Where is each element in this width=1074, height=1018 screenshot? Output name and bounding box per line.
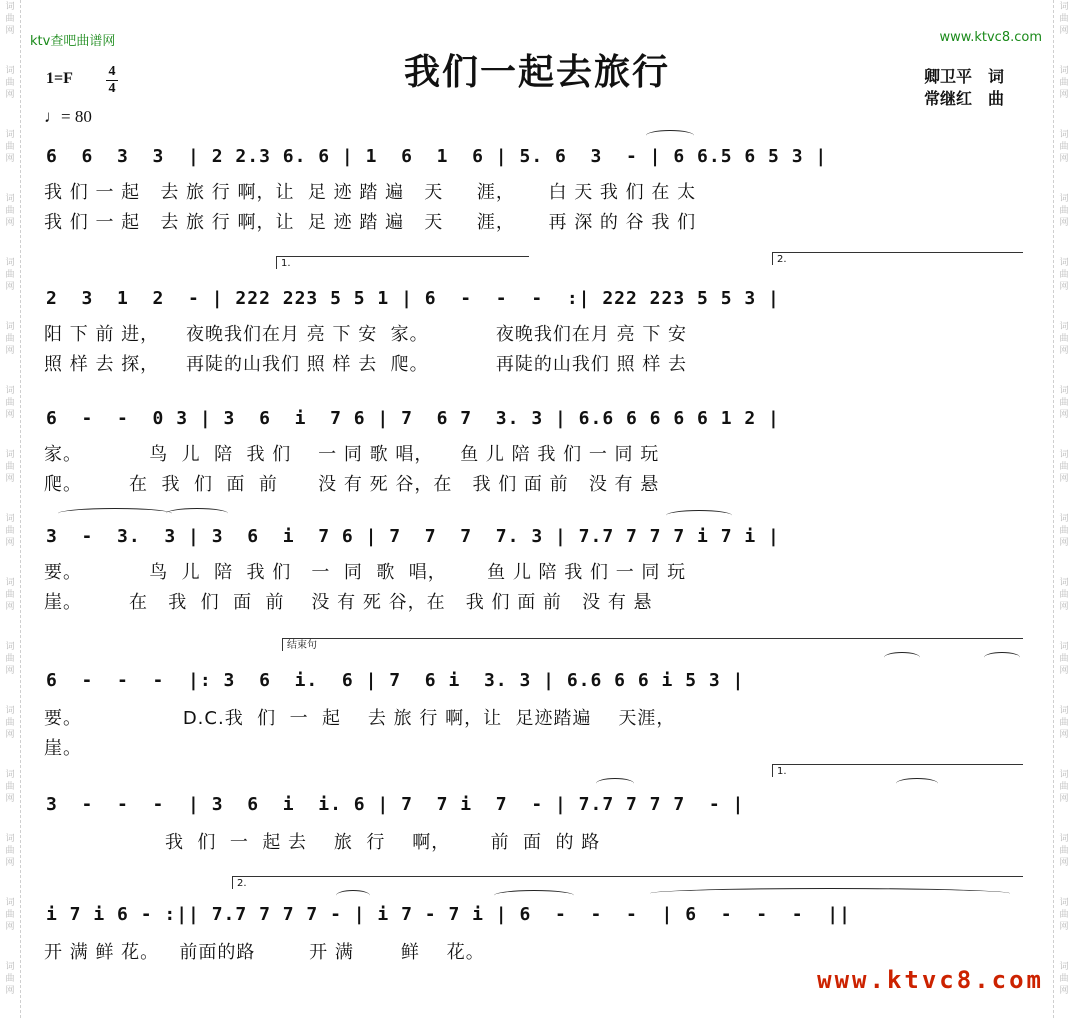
tie-mark [896,778,938,789]
side-watermark-glyph: 网 [5,218,15,228]
side-watermark-glyph: 曲 [5,654,15,664]
side-watermark-glyph: 词 [5,322,15,332]
side-watermark-glyph: 网 [1059,474,1069,484]
side-watermark-glyph: 词 [1059,706,1069,716]
side-watermark-glyph: 曲 [1059,526,1069,536]
lyrics-line-1a: 我 们 一 起 去 旅 行 啊，让 足 迹 踏 遍 天 涯， 白 天 我 们 在 太 [44,182,697,203]
volta-second-ending: 2. [232,876,1023,889]
side-watermark-glyph: 网 [5,858,15,868]
side-watermark-glyph: 网 [5,602,15,612]
tie-mark [166,508,228,519]
side-watermark-glyph: 网 [5,538,15,548]
side-watermark-glyph: 词 [5,706,15,716]
side-watermark-glyph: 网 [1059,154,1069,164]
lyrics-line-4b: 崖。 在 我 们 面 前 没 有 死 谷，在 我 们 面 前 没 有 悬 [44,592,653,613]
side-watermark-glyph: 词 [5,386,15,396]
side-watermark-glyph: 词 [5,578,15,588]
notation-line-2: 2 3 1 2 - | 222 223 5 5 1 | 6 - - - :| 222 223 5 5 3 | [46,288,780,309]
tempo-marking: ♩= 80 [44,107,92,126]
side-watermark-glyph: 曲 [5,270,15,280]
side-watermark-glyph: 曲 [5,334,15,344]
notation-line-6: 3 - - - | 3 6 i i. 6 | 7 7 i 7 - | 7.7 7 7 7 - | [46,794,745,815]
side-watermark-glyph: 曲 [1059,974,1069,984]
lyrics-line-4a: 要。 鸟 儿 陪 我 们 一 同 歌 唱， 鱼 儿 陪 我 们 一 同 玩 [44,562,687,583]
side-watermark-glyph: 词 [1059,450,1069,460]
side-watermark-glyph: 词 [1059,834,1069,844]
side-watermark-glyph: 网 [5,474,15,484]
side-watermark-glyph: 词 [5,130,15,140]
side-watermark-glyph: 词 [5,642,15,652]
notation-line-7: i 7 i 6 - :|| 7.7 7 7 7 - | i 7 - 7 i | 6 - - - | 6 - - - || [46,904,851,925]
side-watermark-glyph: 网 [1059,794,1069,804]
side-watermark-glyph: 词 [5,514,15,524]
side-watermark-glyph: 词 [1059,962,1069,972]
lyrics-line-1b: 我 们 一 起 去 旅 行 啊，让 足 迹 踏 遍 天 涯， 再 深 的 谷 我 们 [44,212,697,233]
site-label-right: www.ktvc8.com [939,30,1042,45]
tie-mark [646,130,694,141]
side-watermark-glyph: 曲 [1059,910,1069,920]
side-watermark-glyph: 曲 [5,910,15,920]
side-watermark-glyph: 曲 [1059,142,1069,152]
side-watermark-glyph: 词 [1059,258,1069,268]
coda-label: 结束句 [282,638,1023,651]
side-watermark-glyph: 曲 [5,526,15,536]
lyrics-line-5b: 崖。 [44,738,82,759]
side-watermark-glyph: 曲 [5,782,15,792]
side-watermark-glyph: 网 [5,794,15,804]
side-watermark-glyph: 曲 [5,974,15,984]
composer-credit: 常继红 曲 [924,89,1005,108]
side-watermark-glyph: 曲 [1059,78,1069,88]
side-watermark-glyph: 曲 [5,398,15,408]
notation-line-1: 6 6 3 3 | 2 2.3 6. 6 | 1 6 1 6 | 5. 6 3 - | 6 6.5 6 5 3 | [46,146,828,167]
side-watermark-glyph: 曲 [5,142,15,152]
notation-line-5: 6 - - - |: 3 6 i. 6 | 7 6 i 3. 3 | 6.6 6 6 i 5 3 | [46,670,745,691]
side-watermark-glyph: 词 [1059,898,1069,908]
site-label-left: ktv查吧曲谱网 [30,34,116,49]
lyrics-line-3a: 家。 鸟 儿 陪 我 们 一 同 歌 唱， 鱼 儿 陪 我 们 一 同 玩 [44,444,660,465]
tie-mark [494,890,574,901]
side-watermark-glyph: 曲 [1059,846,1069,856]
side-watermark-glyph: 网 [5,730,15,740]
side-watermark-glyph: 曲 [1059,782,1069,792]
side-watermark-glyph: 词 [1059,66,1069,76]
notation-line-3: 6 - - 0 3 | 3 6 i 7 6 | 7 6 7 3. 3 | 6.6 6 6 6 6 1 2 | [46,408,780,429]
side-watermark-glyph: 曲 [1059,270,1069,280]
side-watermark-glyph: 网 [1059,282,1069,292]
side-watermark-glyph: 网 [5,282,15,292]
lyrics-line-7a: 开 满 鲜 花。 前面的路 开 满 鲜 花。 [44,942,485,963]
tie-mark [884,652,920,663]
side-watermark-glyph: 网 [5,26,15,36]
lyrics-line-6a: 我 们 一 起 去 旅 行 啊， 前 面 的 路 [44,832,601,853]
tie-mark [650,888,1010,899]
side-watermark-glyph: 网 [1059,986,1069,996]
footer-watermark: www.ktvc8.com [817,966,1044,994]
lyrics-line-3b: 爬。 在 我 们 面 前 没 有 死 谷，在 我 们 面 前 没 有 悬 [44,474,660,495]
side-watermark-glyph: 曲 [5,590,15,600]
side-watermark-glyph: 网 [1059,346,1069,356]
side-watermark-glyph: 网 [1059,410,1069,420]
side-watermark-glyph: 词 [1059,130,1069,140]
side-watermark-glyph: 曲 [5,14,15,24]
side-watermark-glyph: 词 [5,2,15,12]
side-watermark-glyph: 曲 [1059,654,1069,664]
side-watermark-glyph: 词 [1059,770,1069,780]
side-watermark-glyph: 词 [1059,386,1069,396]
lyrics-line-2a: 阳 下 前 进， 夜晚我们在月 亮 下 安 家。 夜晚我们在月 亮 下 安 [44,324,688,345]
side-watermark-glyph: 网 [5,90,15,100]
side-watermark-glyph: 曲 [1059,718,1069,728]
tie-mark [666,510,732,521]
time-signature [106,64,118,97]
side-watermark-glyph: 曲 [1059,334,1069,344]
side-watermark-glyph: 词 [5,834,15,844]
side-watermark-glyph: 网 [1059,90,1069,100]
volta-first-ending: 1. [772,764,1023,777]
side-watermark-glyph: 网 [1059,26,1069,36]
volta-first-ending: 1. [276,256,529,269]
side-watermark-glyph: 曲 [5,462,15,472]
side-watermark-glyph: 词 [1059,194,1069,204]
side-watermark-glyph: 曲 [1059,590,1069,600]
side-watermark-glyph: 网 [1059,922,1069,932]
lyrics-line-5a: 要。 D.C.我 们 一 起 去 旅 行 啊，让 足迹踏遍 天涯， [44,708,676,729]
side-watermark-glyph: 曲 [5,78,15,88]
tie-mark [984,652,1020,663]
side-watermark-glyph: 网 [5,922,15,932]
song-title: 我们一起去旅行 [403,51,670,93]
side-watermark-glyph: 曲 [1059,14,1069,24]
side-watermark-glyph: 曲 [1059,206,1069,216]
side-watermark-glyph: 网 [5,410,15,420]
side-watermark-glyph: 曲 [1059,462,1069,472]
side-watermark-glyph: 网 [5,986,15,996]
side-watermark-glyph: 词 [1059,578,1069,588]
side-watermark-glyph: 曲 [5,846,15,856]
side-watermark-glyph: 网 [1059,218,1069,228]
side-watermark-glyph: 网 [5,154,15,164]
side-watermark-glyph: 词 [5,770,15,780]
side-watermark-glyph: 网 [5,346,15,356]
side-watermark-glyph: 网 [1059,730,1069,740]
key-signature: 1=F [46,70,73,87]
side-watermark-glyph: 词 [5,258,15,268]
time-signature-bottom: 4 [108,81,116,96]
time-signature-top: 4 [108,64,116,79]
side-watermark-glyph: 网 [5,666,15,676]
left-margin-strip [0,0,21,1018]
side-watermark-glyph: 网 [1059,666,1069,676]
side-watermark-glyph: 曲 [1059,398,1069,408]
side-watermark-glyph: 词 [5,194,15,204]
side-watermark-glyph: 网 [1059,602,1069,612]
side-watermark-glyph: 网 [1059,538,1069,548]
side-watermark-glyph: 词 [5,66,15,76]
tie-mark [596,778,634,789]
side-watermark-glyph: 网 [1059,858,1069,868]
notation-line-4: 3 - 3. 3 | 3 6 i 7 6 | 7 7 7 7. 3 | 7.7 7 7 7 i 7 i | [46,526,780,547]
lyricist-credit: 卿卫平 词 [924,67,1005,86]
side-watermark-glyph: 词 [5,898,15,908]
tie-mark [58,508,172,519]
side-watermark-glyph: 曲 [5,206,15,216]
side-watermark-glyph: 词 [1059,642,1069,652]
volta-second-ending: 2. [772,252,1023,265]
tie-mark [336,890,370,901]
side-watermark-glyph: 词 [1059,322,1069,332]
side-watermark-glyph: 词 [5,962,15,972]
side-watermark-glyph: 曲 [5,718,15,728]
right-margin-strip [1053,0,1074,1018]
side-watermark-glyph: 词 [1059,2,1069,12]
lyrics-line-2b: 照 样 去 探， 再陡的山我们 照 样 去 爬。 再陡的山我们 照 样 去 [44,354,688,375]
side-watermark-glyph: 词 [1059,514,1069,524]
side-watermark-glyph: 词 [5,450,15,460]
